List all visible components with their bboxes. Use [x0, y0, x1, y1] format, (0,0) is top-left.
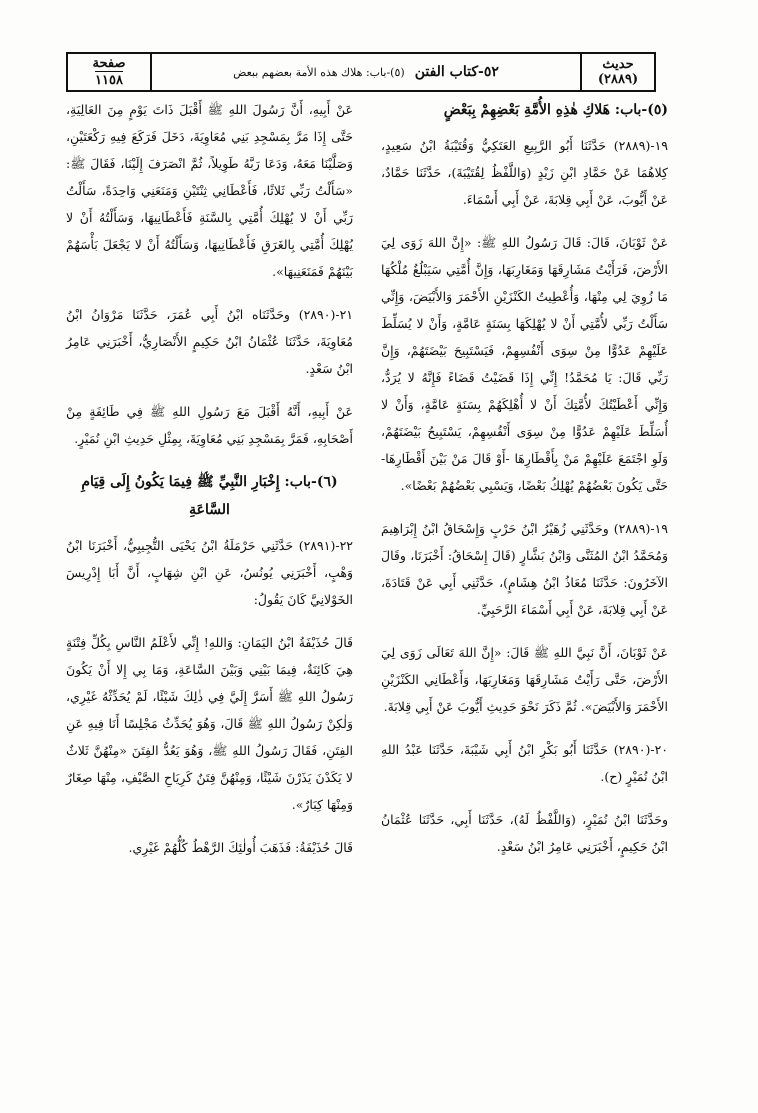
hadith-label: حديث	[602, 57, 634, 72]
running-title	[152, 54, 580, 90]
hadith-text: عَنْ أَبِيهِ، أَنَّهُ أَقْبَلَ مَعَ رَسُولِ اللهِ ﷺ فِي طَائِفَةٍ مِنْ أَصْحَابِهِ، فَمَرَّ بِمَسْجِدِ بَنِي مُعَاوِيَةَ، بِمِثْلِ حَدِيثِ ابْنِ نُمَيْرٍ.	[66, 404, 353, 446]
hadith-text: عَنْ أَبِيهِ، أَنَّ رَسُولَ اللهِ ﷺ أَقْبَلَ ذَاتَ يَوْمٍ مِنَ العَالِيَةِ، حَتَّى إِذَا مَرَّ بِمَسْجِدِ بَنِي مُعَاوِيَةَ، دَخَلَ فَرَكَعَ فِيهِ رَكْعَتَيْنِ، وَصَلَّيْنَا مَعَهُ، وَدَعَا رَبَّهُ طَوِيلاً، ثُمَّ انْصَرَفَ إِلَيْنَا، فَقَالَ ﷺ: «سَأَلْتُ رَبِّي ثَلاثًا، فَأَعْطَانِي ثِنْتَيْنِ وَمَنَعَنِي وَاحِدَةً، سَأَلْتُ رَبِّي أَنْ لا يُهْلِكَ أُمَّتِي بِالسَّنَةِ فَأَعْطَانِيهَا، وَسَأَلْتُهُ أَنْ لا يُهْلِكَ أُمَّتِي بِالغَرَقِ فَأَعْطَانِيهَا، وَسَأَلْتُهُ أَنْ لا يَجْعَلَ بَأْسَهُمْ بَيْنَهُمْ فَمَنَعَنِيهَا».	[66, 102, 353, 279]
hadith-chain: ٢٠-(٢٨٩٠) حَدَّثَنَا أَبُو بَكْرِ ابْنُ أَبِي شَيْبَةَ، حَدَّثَنَا عَبْدُ اللهِ ابْنُ نُمَيْرٍ (ح).	[381, 742, 668, 784]
chapter-heading: (٥)-باب: هَلاكِ هٰذِهِ الأُمَّةِ بَعْضِهِمْ بِبَعْضٍ	[443, 102, 668, 118]
hadith-text: عَنْ ثَوْبَانَ، قَالَ: قَالَ رَسُولُ اللهِ ﷺ: «إِنَّ اللهَ زَوَى لِيَ الأَرْضَ، فَرَأَيْتُ مَشَارِقَهَا وَمَغَارِبَهَا، وَإِنَّ أُمَّتِي سَيَبْلُغُ مُلْكُهَا مَا زُوِيَ لِي مِنْهَا، وَأُعْطِيتُ الكَنْزَيْنِ الأَحْمَرَ وَالأَبْيَضَ، وَإِنِّي سَأَلْتُ رَبِّي لأُمَّتِي أَنْ لا يُهْلِكَهَا بِسَنَةٍ عَامَّةٍ، وَأَنْ لا يُسَلِّطَ عَلَيْهِمْ عَدُوًّا مِنْ سِوَى أَنْفُسِهِمْ، فَيَسْتَبِيحَ بَيْضَتَهُمْ، وَإِنَّ رَبِّي قَالَ: يَا مُحَمَّدُ! إِنِّي إِذَا قَضَيْتُ قَضَاءً فَإِنَّهُ لا يُرَدُّ، وَإِنِّي أَعْطَيْتُكَ لأُمَّتِكَ أَنْ لا أُهْلِكَهُمْ بِسَنَةٍ عَامَّةٍ، وَأَنْ لا أُسَلِّطَ عَلَيْهِمْ عَدُوًّا مِنْ سِوَى أَنْفُسِهِمْ، يَسْتَبِيحُ بَيْضَتَهُمْ، وَلَوِ اجْتَمَعَ عَلَيْهِمْ مَنْ بِأَقْطَارِهَا -أَوْ قَالَ مَنْ بَيْنَ أَقْطَارِهَا- حَتَّى يَكُونَ بَعْضُهُمْ يُهْلِكُ بَعْضًا، وَيَسْبِي بَعْضُهُمْ بَعْضًا».	[381, 235, 668, 493]
chapter-title: (٥)-باب: هلاك هذه الأمة بعضهم ببعض	[233, 65, 405, 79]
hadith-text: عَنْ ثَوْبَانَ، أَنَّ نَبِيَّ اللهِ ﷺ قَالَ: «إِنَّ اللهَ تَعَالَى زَوَى لِيَ الأَرْضَ، حَتَّى رَأَيْتُ مَشَارِقَهَا وَمَغَارِبَهَا، وَأَعْطَانِي الكَنْزَيْنِ الأَحْمَرَ وَالأَبْيَضَ». ثُمَّ ذَكَرَ نَحْوَ حَدِيثِ أَيُّوبَ عَنْ أَبِي قِلابَةَ.	[381, 645, 668, 714]
page-number: ١١٥٨	[95, 73, 123, 88]
hadith-text: قَالَ حُذَيْفَةُ ابْنُ اليَمَانِ: وَاللهِ! إِنِّي لأَعْلَمُ النَّاسِ بِكُلِّ فِتْنَةٍ هِيَ كَائِنَةٌ، فِيمَا بَيْنِي وَبَيْنَ السَّاعَةِ، وَمَا بِي إِلا أَنْ يَكُونَ رَسُولُ اللهِ ﷺ أَسَرَّ إِلَيَّ فِي ذٰلِكَ شَيْئًا، لَمْ يُحَدِّثْهُ غَيْرِي، وَلٰكِنْ رَسُولُ اللهِ ﷺ قَالَ، وَهُوَ يُحَدِّثُ مَجْلِسًا أَنَا فِيهِ عَنِ الفِتَنِ، فَقَالَ رَسُولُ اللهِ ﷺ، وَهُوَ يَعُدُّ الفِتَنَ «مِنْهُنَّ ثَلاثٌ لا يَكَدْنَ يَذَرْنَ شَيْئًا، وَمِنْهُنَّ فِتَنٌ كَرِيَاحِ الصَّيْفِ، مِنْهَا صِغَارٌ وَمِنْهَا كِبَارٌ».	[66, 635, 353, 812]
hadith-chain: ١٩-(٢٨٨٩) وحَدَّثَنِي زُهَيْرُ ابْنُ حَرْبٍ وَإِسْحَاقُ ابْنُ إِبْرَاهِيمَ وَمُحَمَّدُ ابْنُ المُثَنَّى وَابْنُ بَشَّارٍ (قَالَ إِسْحَاقُ: أَخْبَرَنَا، وقَالَ الآخَرُونَ: حَدَّثَنَا مُعَاذُ ابْنُ هِشَامٍ)، حَدَّثَنِي أَبِي عَنْ قَتَادَةَ، عَنْ أَبِي قِلابَةَ، عَنْ أَبِي أَسْمَاءَ الرَّحَبِيِّ.	[381, 521, 668, 617]
hadith-number: (٢٨٨٩)	[597, 72, 639, 87]
page-header	[66, 52, 656, 92]
text-columns	[66, 96, 668, 1106]
right-column	[381, 96, 668, 1106]
page-number-box	[68, 54, 152, 90]
hadith-chain: ٢١-(٢٨٩٠) وحَدَّثَنَاه ابْنُ أَبِي عُمَرَ، حَدَّثَنَا مَرْوَانُ ابْنُ مُعَاوِيَةَ، حَدَّثَنَا عُثْمَانُ ابْنُ حَكِيمٍ الأَنْصَارِيُّ، أَخْبَرَنِي عَامِرُ ابْنُ سَعْدٍ.	[66, 307, 353, 376]
book-title: ٥٢-كتاب الفتن	[414, 64, 499, 80]
hadith-text: قَالَ حُذَيْفَةُ: فَذَهَبَ أُولٰئِكَ الرَّهْطُ كُلُّهُمْ غَيْرِي.	[128, 840, 353, 855]
chapter-heading: (٦)-باب: إِخْبَارِ النَّبِيِّ ﷺ فِيمَا يَكُونُ إِلَى قِيَامِ السَّاعَةِ	[81, 474, 338, 518]
left-column	[66, 96, 353, 1106]
page-label: صفحة	[92, 56, 126, 71]
hadith-chain: وحَدَّثَنَا ابْنُ نُمَيْرٍ، (وَاللَّفْظُ لَهُ)، حَدَّثَنَا أَبِي، حَدَّثَنَا عُثْمَانُ ابْنُ حَكِيمٍ، أَخْبَرَنِي عَامِرُ ابْنُ سَعْدٍ.	[381, 812, 668, 854]
hadith-chain: ١٩-(٢٨٨٩) حَدَّثَنَا أَبُو الرَّبِيعِ العَتَكِيُّ وَقُتَيْبَةُ ابْنُ سَعِيدٍ، كِلاهُمَا عَنْ حَمَّادِ ابْنِ زَيْدٍ (وَاللَّفْظُ لِقُتَيْبَةَ)، حَدَّثَنَا حَمَّادٌ، عَنْ أَيُّوبَ، عَنْ أَبِي قِلابَةَ، عَنْ أَبِي أَسْمَاءَ.	[381, 138, 668, 207]
hadith-chain: ٢٢-(٢٨٩١) حَدَّثَنِي حَرْمَلَةُ ابْنُ يَحْيَى التُّجِيبِيُّ، أَخْبَرَنَا ابْنُ وَهْبٍ، أَخْبَرَنِي يُونُسُ، عَنِ ابْنِ شِهَابٍ، أَنَّ أَبَا إِدْرِيسَ الخَوْلانِيَّ كَانَ يَقُولُ:	[66, 538, 353, 607]
hadith-number-box	[580, 54, 654, 90]
